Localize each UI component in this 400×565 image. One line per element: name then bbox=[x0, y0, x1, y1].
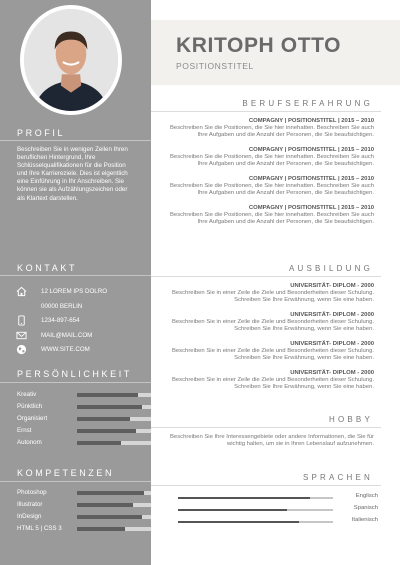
candidate-name: KRITOPH OTTO bbox=[176, 34, 342, 57]
profil-text: Beschreiben Sie in wenigen Zeilen Ihren beruflichen Hintergrund, Ihre Schlüsselqualifikationen für die Position und Ihre Karriereziele. Dies ist eigentlich eine Einführung in Ihr Anschreiben. Sie können sie als Aufzählungszeichen oder als Klartext darstellen. bbox=[17, 146, 128, 202]
language-label: Spanisch bbox=[353, 505, 378, 511]
skill-row bbox=[17, 513, 137, 522]
skill-bar bbox=[77, 405, 151, 409]
ausbildung-heading: AUSBILDUNG bbox=[288, 264, 373, 273]
profile-photo bbox=[20, 5, 122, 115]
skill-row bbox=[17, 403, 137, 412]
berufserfahrung-entry bbox=[162, 147, 374, 169]
contact-phone bbox=[15, 314, 145, 326]
entry-title: COMPAGNY | POSITIONSTITEL | 2015 – 2010 bbox=[248, 118, 374, 124]
entry-title: UNIVERSITÄT- DIPLOM - 2000 bbox=[290, 283, 374, 289]
language-bar-fill bbox=[178, 521, 299, 523]
skill-label: Autonom bbox=[17, 439, 42, 446]
contact-address bbox=[15, 285, 145, 297]
skill-bar bbox=[77, 441, 151, 445]
berufserfahrung-entry bbox=[162, 118, 374, 140]
hobby-text: Beschreiben Sie Ihre Interessengebiete oder andere Informationen, die Sie für wichtig halten, um sie in Ihren Lebenslauf aufzunehmen. bbox=[169, 434, 374, 448]
skill-label: Pünktlich bbox=[17, 403, 43, 410]
language-bar-fill bbox=[178, 497, 310, 499]
entry-title: UNIVERSITÄT- DIPLOM - 2000 bbox=[290, 370, 374, 376]
skill-row bbox=[17, 525, 137, 534]
home-icon bbox=[15, 285, 27, 297]
divider bbox=[0, 275, 151, 276]
position-title: POSITIONSTITEL bbox=[176, 61, 254, 71]
divider bbox=[0, 481, 151, 482]
ausbildung-entry bbox=[162, 370, 374, 392]
phone-icon bbox=[15, 314, 27, 326]
skill-bar bbox=[77, 503, 151, 507]
entry-description: Beschreiben Sie die Positionen, die Sie hier innehatten. Beschreiben Sie auch Ihre Aufgaben und die Anzahl der Personen, die Sie beaufsichtigen. bbox=[169, 154, 374, 168]
skill-row bbox=[17, 501, 137, 510]
language-bar-fill bbox=[178, 509, 287, 511]
mail-icon bbox=[15, 329, 27, 341]
kontakt-heading: KONTAKT bbox=[17, 263, 78, 273]
contact-web-text[interactable]: WWW.SITE.COM bbox=[41, 345, 90, 353]
berufserfahrung-entry bbox=[162, 205, 374, 227]
entry-title: COMPAGNY | POSITIONSTITEL | 2015 – 2010 bbox=[248, 176, 374, 182]
sprachen-heading: SPRACHEN bbox=[302, 473, 373, 482]
entry-description: Beschreiben Sie die Positionen, die Sie hier innehatten. Beschreiben Sie auch Ihre Aufgaben und die Anzahl der Personen, die Sie beaufsichtigen. bbox=[169, 212, 374, 226]
divider bbox=[151, 111, 381, 112]
profil-heading: PROFIL bbox=[17, 128, 66, 138]
skill-label: Illustrator bbox=[17, 501, 43, 508]
skill-bar-fill bbox=[77, 503, 133, 507]
skill-label: Kreativ bbox=[17, 391, 37, 398]
entry-title: UNIVERSITÄT- DIPLOM - 2000 bbox=[290, 341, 374, 347]
entry-title: UNIVERSITÄT- DIPLOM - 2000 bbox=[290, 312, 374, 318]
skill-row bbox=[17, 415, 137, 424]
skill-bar-fill bbox=[77, 393, 138, 397]
berufserfahrung-heading: BERUFSERFAHRUNG bbox=[242, 99, 373, 108]
ausbildung-entry bbox=[162, 283, 374, 305]
entry-description: Beschreiben Sie die Positionen, die Sie hier innehatten. Beschreiben Sie auch Ihre Aufgaben und die Anzahl der Personen, die Sie beaufsichtigen. bbox=[169, 183, 374, 197]
skill-row bbox=[17, 439, 137, 448]
skill-bar-fill bbox=[77, 441, 121, 445]
skill-row bbox=[17, 427, 137, 436]
skill-label: Organisiert bbox=[17, 415, 48, 422]
language-bar bbox=[178, 497, 333, 499]
divider bbox=[151, 427, 381, 428]
language-bar bbox=[178, 509, 333, 511]
skill-bar bbox=[77, 417, 151, 421]
entry-description: Beschreiben Sie in einer Zeile die Ziele und Besonderheiten dieser Schulung. Schreiben Sie Ihre Erwähnung, wenn Sie eine haben. bbox=[171, 319, 374, 333]
language-label: Englisch bbox=[355, 493, 378, 499]
ausbildung-entry bbox=[162, 312, 374, 334]
kompetenzen-heading: KOMPETENZEN bbox=[17, 468, 115, 478]
ausbildung-entry bbox=[162, 341, 374, 363]
entry-title: COMPAGNY | POSITIONSTITEL | 2015 – 2010 bbox=[248, 147, 374, 153]
divider bbox=[0, 382, 151, 383]
skill-bar-fill bbox=[77, 405, 142, 409]
contact-city-text: 00000 BERLIN bbox=[41, 302, 83, 310]
contact-mail bbox=[15, 329, 145, 341]
skill-bar-fill bbox=[77, 417, 130, 421]
language-row bbox=[178, 505, 378, 514]
skill-bar bbox=[77, 527, 151, 531]
skill-bar bbox=[77, 429, 151, 433]
skill-row bbox=[17, 489, 137, 498]
contact-web bbox=[15, 343, 145, 355]
berufserfahrung-entry bbox=[162, 176, 374, 198]
divider bbox=[151, 276, 381, 277]
skill-label: Photoshop bbox=[17, 489, 47, 496]
divider bbox=[151, 485, 381, 486]
skill-row bbox=[17, 391, 137, 400]
entry-description: Beschreiben Sie in einer Zeile die Ziele und Besonderheiten dieser Schulung. Schreiben Sie Ihre Erwähnung, wenn Sie eine haben. bbox=[171, 290, 374, 304]
language-bar bbox=[178, 521, 333, 523]
hobby-heading: HOBBY bbox=[328, 415, 373, 424]
skill-bar bbox=[77, 393, 151, 397]
skill-bar bbox=[77, 491, 151, 495]
divider bbox=[0, 140, 151, 141]
skill-bar bbox=[77, 515, 151, 519]
language-row bbox=[178, 493, 378, 502]
skill-bar-fill bbox=[77, 527, 125, 531]
skill-label: Ernst bbox=[17, 427, 32, 434]
skill-label: HTML 5 | CSS 3 bbox=[17, 525, 62, 532]
skill-bar-fill bbox=[77, 429, 136, 433]
entry-description: Beschreiben Sie die Positionen, die Sie hier innehatten. Beschreiben Sie auch Ihre Aufgaben und die Anzahl der Personen, die Sie beaufsichtigen. bbox=[169, 125, 374, 139]
entry-description: Beschreiben Sie in einer Zeile die Ziele und Besonderheiten dieser Schulung. Schreiben Sie Ihre Erwähnung, wenn Sie eine haben. bbox=[171, 348, 374, 362]
language-label: Italienisch bbox=[351, 517, 378, 523]
contact-city bbox=[15, 300, 145, 312]
contact-mail-text[interactable]: MAIL@MAIL.COM bbox=[41, 331, 93, 339]
sidebar bbox=[0, 0, 151, 565]
language-row bbox=[178, 517, 378, 526]
skill-bar-fill bbox=[77, 491, 144, 495]
entry-description: Beschreiben Sie in einer Zeile die Ziele und Besonderheiten dieser Schulung. Schreiben Sie Ihre Erwähnung, wenn Sie eine haben. bbox=[171, 377, 374, 391]
entry-title: COMPAGNY | POSITIONSTITEL | 2015 – 2010 bbox=[248, 205, 374, 211]
contact-phone-text[interactable]: 1234-897-654 bbox=[41, 316, 80, 324]
globe-icon bbox=[15, 343, 27, 355]
contact-address-text: 12 LOREM IPS DOLRO bbox=[41, 287, 108, 295]
skill-bar-fill bbox=[77, 515, 142, 519]
persoenlichkeit-heading: PERSÖNLICHKEIT bbox=[17, 369, 132, 379]
skill-label: InDesign bbox=[17, 513, 42, 520]
